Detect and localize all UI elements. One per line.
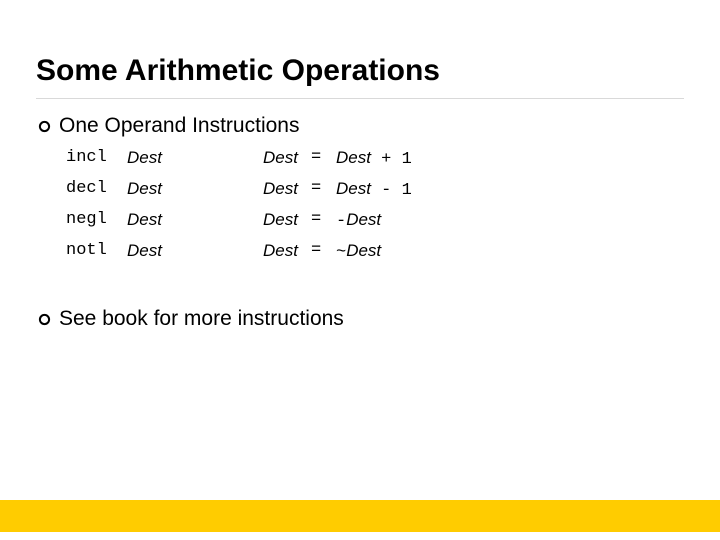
equals-sign: =: [311, 210, 322, 229]
equals-sign: =: [311, 148, 322, 167]
footer-accent-bar: [0, 500, 720, 532]
result-lhs: Dest: [263, 148, 298, 167]
title-divider: [36, 98, 684, 99]
rhs-suffix: - 1: [370, 181, 412, 200]
instruction-mnemonic: negl: [66, 210, 107, 229]
instruction-operand: Dest: [127, 179, 162, 198]
bullet-one-operand: [38, 113, 299, 139]
instruction-mnemonic: decl: [66, 179, 107, 198]
result-rhs: [336, 175, 412, 205]
result-rhs: [336, 237, 381, 267]
instruction-operand: Dest: [127, 148, 162, 167]
equals-sign: =: [311, 241, 322, 260]
bullet-text: One Operand Instructions: [59, 114, 300, 137]
ring-bullet-icon: [38, 313, 51, 326]
result-lhs: Dest: [263, 179, 298, 198]
instruction-row: [66, 175, 486, 206]
result-rhs: [336, 144, 412, 174]
rhs-prefix: ~: [336, 243, 347, 262]
instruction-mnemonic: incl: [66, 148, 107, 167]
bullet-text: See book for more instructions: [59, 307, 344, 330]
result-lhs: Dest: [263, 241, 298, 260]
instruction-row: [66, 237, 486, 268]
result-rhs: [336, 206, 381, 236]
equals-sign: =: [311, 179, 322, 198]
instruction-row: [66, 144, 486, 175]
result-lhs: Dest: [263, 210, 298, 229]
rhs-var: Dest: [336, 148, 371, 167]
rhs-var: Dest: [336, 179, 371, 198]
rhs-var: Dest: [346, 241, 382, 260]
rhs-var: Dest: [346, 210, 382, 229]
bullet-see-book: [38, 306, 344, 332]
instruction-operand: Dest: [127, 210, 162, 229]
instruction-table: [66, 144, 486, 268]
instruction-mnemonic: notl: [66, 241, 107, 260]
slide-title: Some Arithmetic Operations: [36, 54, 440, 87]
rhs-prefix: -: [336, 212, 347, 231]
ring-bullet-icon: [38, 120, 51, 133]
instruction-row: [66, 206, 486, 237]
rhs-suffix: + 1: [370, 150, 412, 169]
instruction-operand: Dest: [127, 241, 162, 260]
